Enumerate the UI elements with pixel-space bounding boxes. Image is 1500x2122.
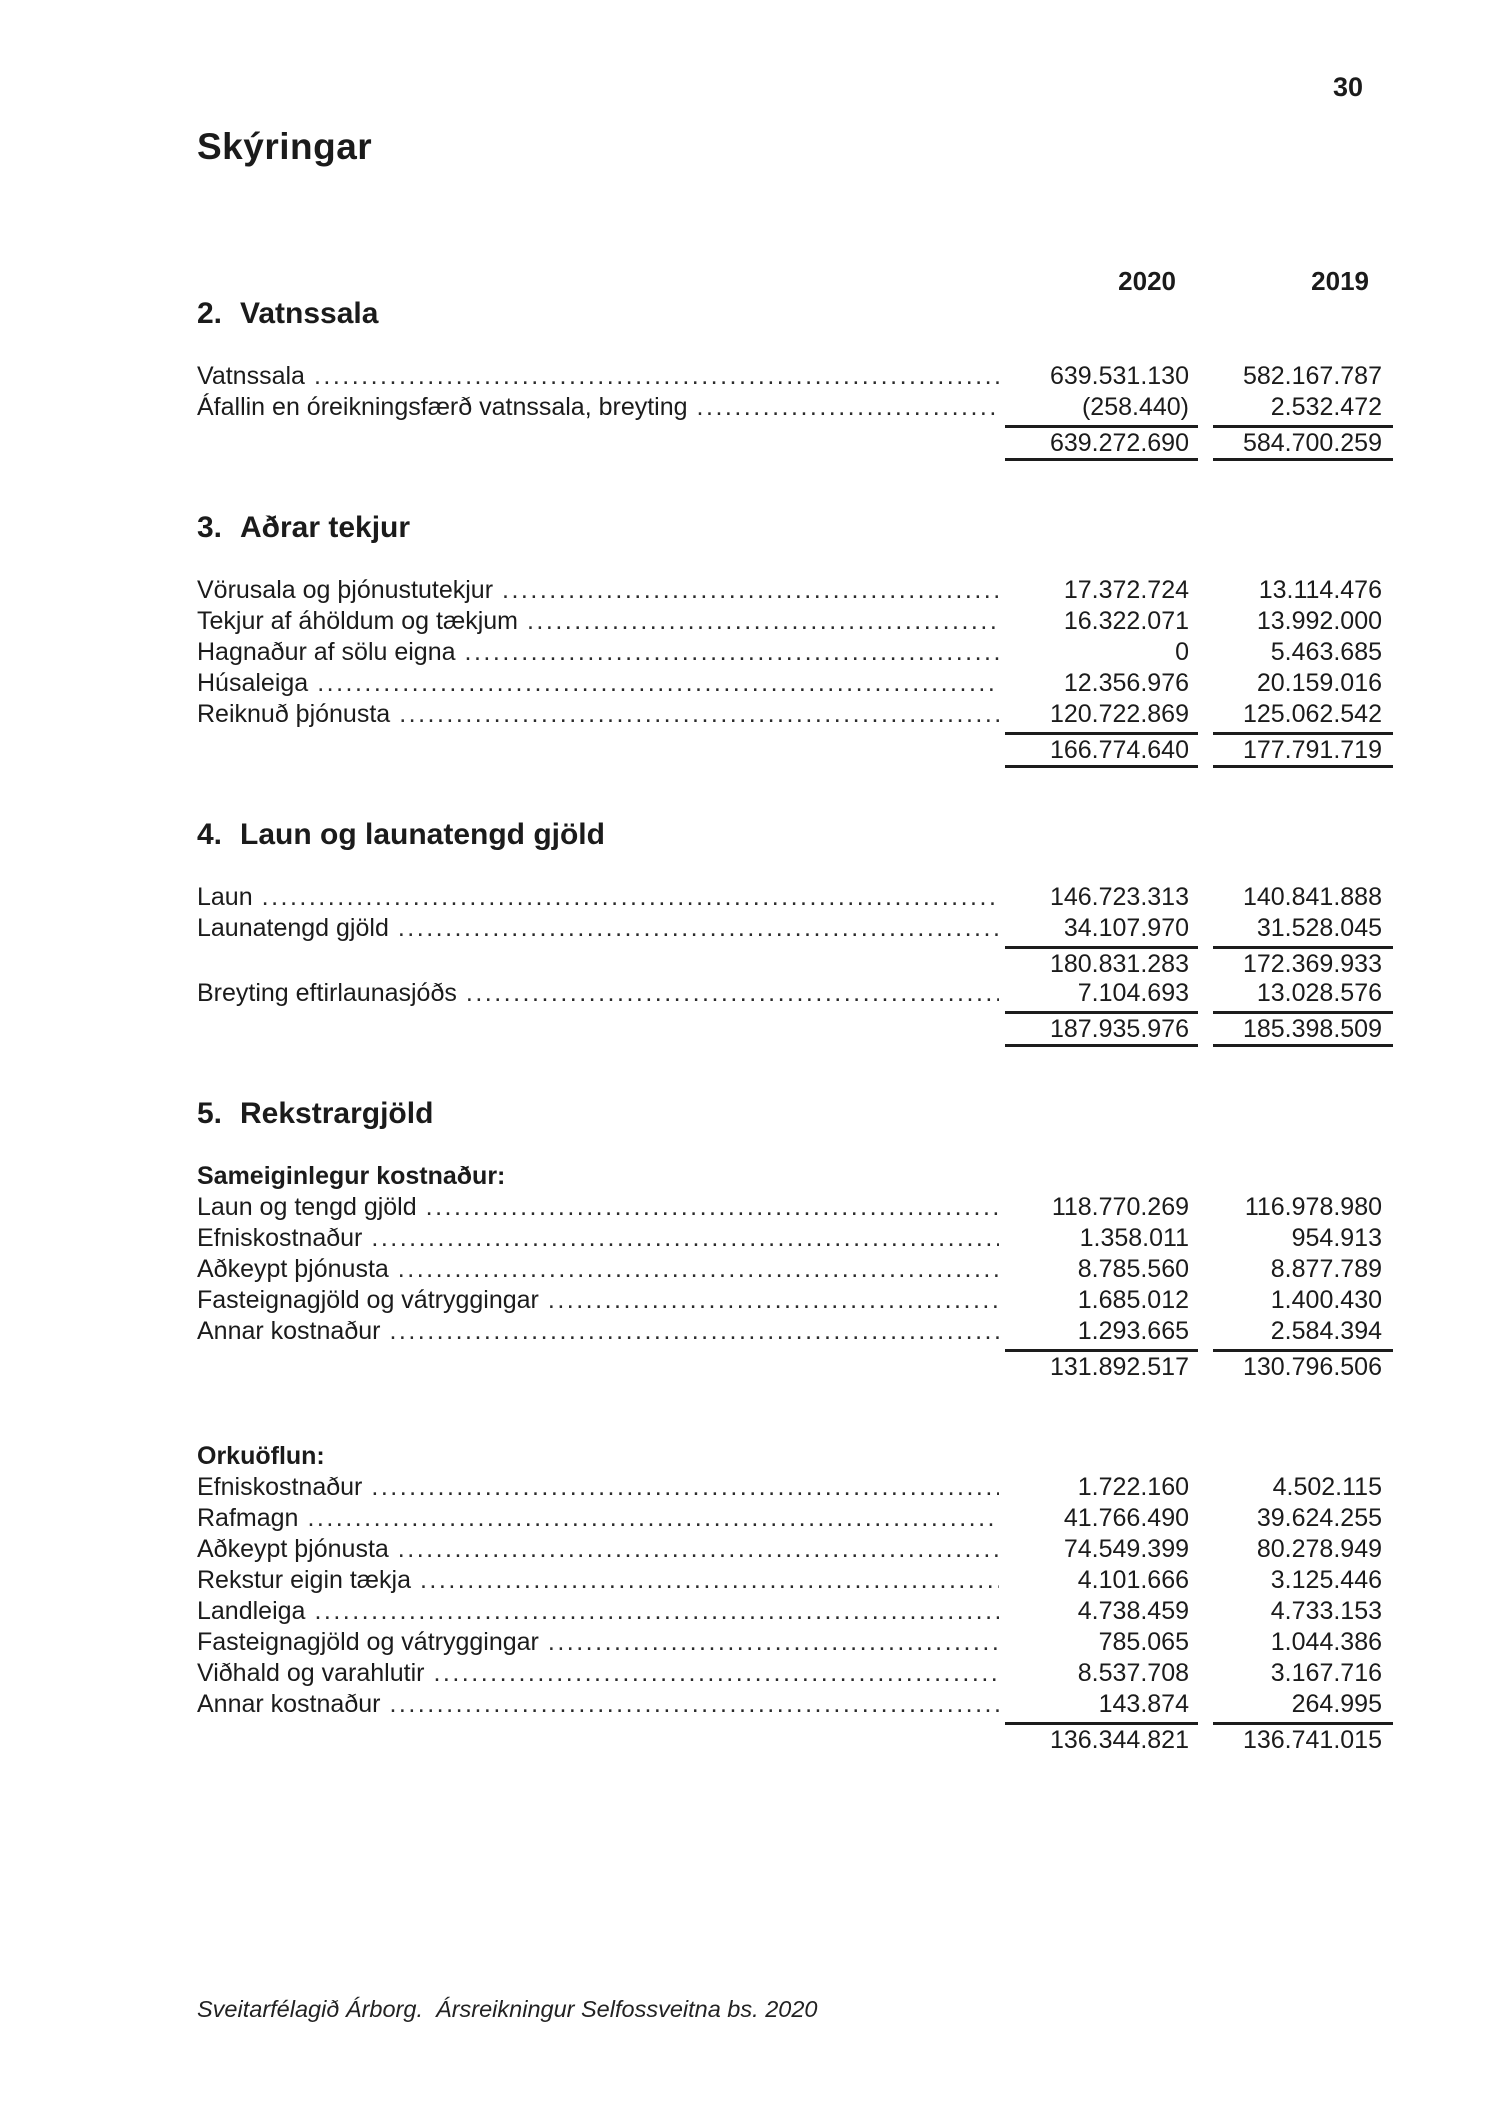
section-table [197,575,1393,768]
row-label: Áfallin en óreikningsfærð vatnssala, breyting [197,393,688,421]
dot-leader [548,1627,999,1658]
dot-leader [527,606,999,637]
section-heading [197,296,1393,332]
value-2019: 5.463.685 [1270,638,1382,666]
value-2019: 39.624.255 [1256,1504,1382,1532]
value-2019: 31.528.045 [1256,914,1382,942]
total-2020: 187.935.976 [1005,1011,1198,1047]
row-label: Fasteignagjöld og vátryggingar [197,1286,539,1314]
value-2019: 3.167.716 [1270,1659,1382,1687]
section-number: 3. [197,511,223,544]
value-2019: 2.584.394 [1270,1317,1382,1345]
total-2019: 185.398.509 [1213,1011,1393,1047]
row-label: Tekjur af áhöldum og tækjum [197,607,518,635]
total-2020: 166.774.640 [1005,732,1198,768]
value-2020: 118.770.269 [1051,1193,1189,1221]
section-number: 4. [197,818,223,851]
value-2019: 4.733.153 [1270,1597,1382,1625]
dot-leader [371,1472,999,1503]
section-table [197,361,1393,461]
value-2020: 1.722.160 [1077,1473,1189,1501]
dot-leader [502,575,999,606]
total-row [197,1011,1393,1047]
value-2019: 80.278.949 [1256,1535,1382,1563]
dot-leader [398,1534,999,1565]
page-number: 30 [1332,72,1364,102]
note-section [197,296,1393,461]
table-row [197,1254,1393,1285]
dot-leader [426,1192,999,1223]
dot-leader [317,668,999,699]
note-section [197,510,1393,768]
table-row [197,1192,1393,1223]
dot-leader [433,1658,999,1689]
value-2020: 4.738.459 [1077,1597,1189,1625]
section-number: 2. [197,297,223,330]
subtotal-row [197,946,1393,978]
total-2020: 136.344.821 [1005,1722,1198,1754]
section-title: Vatnssala [240,297,379,330]
value-2020: 639.531.130 [1049,362,1189,390]
value-2020: 1.293.665 [1077,1317,1189,1345]
dot-leader [398,913,999,944]
dot-leader [314,361,999,392]
value-2020: 4.101.666 [1077,1566,1189,1594]
row-label: Hagnaður af sölu eigna [197,638,456,666]
dot-leader [371,1223,999,1254]
dot-leader [420,1565,999,1596]
table-row [197,392,1393,423]
table-row [197,1596,1393,1627]
table-row [197,575,1393,606]
table-row [197,1565,1393,1596]
section-heading [197,510,1393,546]
value-2020: 143.874 [1098,1690,1189,1718]
table-row [197,699,1393,730]
row-label: Fasteignagjöld og vátryggingar [197,1628,539,1656]
dot-leader [697,392,999,423]
row-label: Breyting eftirlaunasjóðs [197,979,457,1007]
row-label: Rafmagn [197,1504,299,1532]
value-2019: 582.167.787 [1242,362,1382,390]
value-2019: 116.978.980 [1244,1193,1382,1221]
row-label: Annar kostnaður [197,1690,381,1718]
subtotal-row [197,1722,1393,1754]
column-header-2019: 2019 [1311,266,1369,296]
table-row [197,1534,1393,1565]
value-2019: 2.532.472 [1270,393,1382,421]
section-title: Aðrar tekjur [240,511,411,544]
value-2020: 7.104.693 [1077,979,1189,1007]
dot-leader [314,1596,999,1627]
dot-leader [399,699,999,730]
row-label: Annar kostnaður [197,1317,381,1345]
section-heading [197,1096,1393,1132]
total-2019: 130.796.506 [1213,1349,1393,1381]
table-row [197,637,1393,668]
footer-text: Sveitarfélagið Árborg. Ársreikningur Selfossveitna bs. 2020 [197,1996,818,2022]
section-number: 5. [197,1097,223,1130]
dot-leader [389,1316,999,1347]
section-table [197,882,1393,1047]
total-2020: 131.892.517 [1005,1349,1198,1381]
table-row [197,913,1393,944]
table-row [197,361,1393,392]
value-2020: 0 [1175,638,1189,666]
row-label: Aðkeypt þjónusta [197,1535,389,1563]
table-row [197,1316,1393,1347]
value-2020: 120.722.869 [1049,700,1189,728]
table-row [197,1503,1393,1534]
value-2020: 8.537.708 [1077,1659,1189,1687]
value-2019: 8.877.789 [1270,1255,1382,1283]
dot-leader [465,637,999,668]
section-heading [197,817,1393,853]
year-column-headers [197,266,1393,296]
total-2019: 584.700.259 [1213,425,1393,461]
row-label: Reiknuð þjónusta [197,700,391,728]
dot-leader [262,882,999,913]
row-label: Efniskostnaður [197,1473,363,1501]
table-row [197,1223,1393,1254]
note-section [197,817,1393,1047]
value-2019: 13.114.476 [1258,576,1382,604]
page-title: Skýringar [197,126,373,167]
total-2019: 177.791.719 [1213,732,1393,768]
section-title: Laun og launatengd gjöld [240,818,605,851]
table-row [197,1285,1393,1316]
value-2019: 954.913 [1291,1224,1382,1252]
value-2020: 785.065 [1098,1628,1189,1656]
value-2019: 1.400.430 [1270,1286,1382,1314]
column-header-2020: 2020 [1118,266,1176,296]
value-2020: 8.785.560 [1077,1255,1189,1283]
group-subheading: Sameiginlegur kostnaður: [197,1162,506,1190]
row-label: Vatnssala [197,362,305,390]
row-label: Launatengd gjöld [197,914,389,942]
value-2020: 17.372.724 [1063,576,1189,604]
total-2019: 172.369.933 [1213,946,1393,978]
section-table [197,1161,1393,1754]
notes-sections [197,296,1393,1754]
value-2019: 4.502.115 [1272,1473,1382,1501]
total-2020: 180.831.283 [1005,946,1198,978]
value-2019: 140.841.888 [1242,883,1382,911]
value-2020: 34.107.970 [1063,914,1189,942]
row-label: Vörusala og þjónustutekjur [197,576,494,604]
row-label: Aðkeypt þjónusta [197,1255,389,1283]
group-subheading: Orkuöflun: [197,1442,325,1470]
value-2019: 3.125.446 [1270,1566,1382,1594]
total-row [197,732,1393,768]
row-label: Laun [197,883,253,911]
value-2020: 146.723.313 [1049,883,1189,911]
row-label: Viðhald og varahlutir [197,1659,425,1687]
table-row [197,1658,1393,1689]
table-row [197,882,1393,913]
table-row [197,1627,1393,1658]
dot-leader [398,1254,999,1285]
value-2019: 13.028.576 [1256,979,1382,1007]
value-2020: 16.322.071 [1063,607,1189,635]
table-row [197,978,1393,1009]
value-2019: 125.062.542 [1242,700,1382,728]
value-2020: 1.685.012 [1077,1286,1189,1314]
dot-leader [466,978,999,1009]
section-title: Rekstrargjöld [240,1097,434,1130]
total-2020: 639.272.690 [1005,425,1198,461]
table-row [197,1472,1393,1503]
document-content [197,0,1393,1754]
total-2019: 136.741.015 [1213,1722,1393,1754]
table-row [197,668,1393,699]
value-2019: 264.995 [1291,1690,1382,1718]
dot-leader [389,1689,999,1720]
table-row [197,1689,1393,1720]
value-2020: 41.766.490 [1063,1504,1189,1532]
value-2019: 20.159.016 [1256,669,1382,697]
row-label: Landleiga [197,1597,306,1625]
row-label: Húsaleiga [197,669,309,697]
value-2019: 1.044.386 [1270,1628,1382,1656]
subtotal-row [197,1349,1393,1381]
row-label: Efniskostnaður [197,1224,363,1252]
value-2019: 13.992.000 [1256,607,1382,635]
dot-leader [548,1285,999,1316]
value-2020: 12.356.976 [1063,669,1189,697]
value-2020: (258.440) [1081,393,1189,421]
note-section [197,1096,1393,1754]
row-label: Laun og tengd gjöld [197,1193,417,1221]
table-row [197,606,1393,637]
value-2020: 74.549.399 [1063,1535,1189,1563]
dot-leader [307,1503,999,1534]
row-label: Rekstur eigin tækja [197,1566,411,1594]
value-2020: 1.358.011 [1079,1224,1189,1252]
total-row [197,425,1393,461]
